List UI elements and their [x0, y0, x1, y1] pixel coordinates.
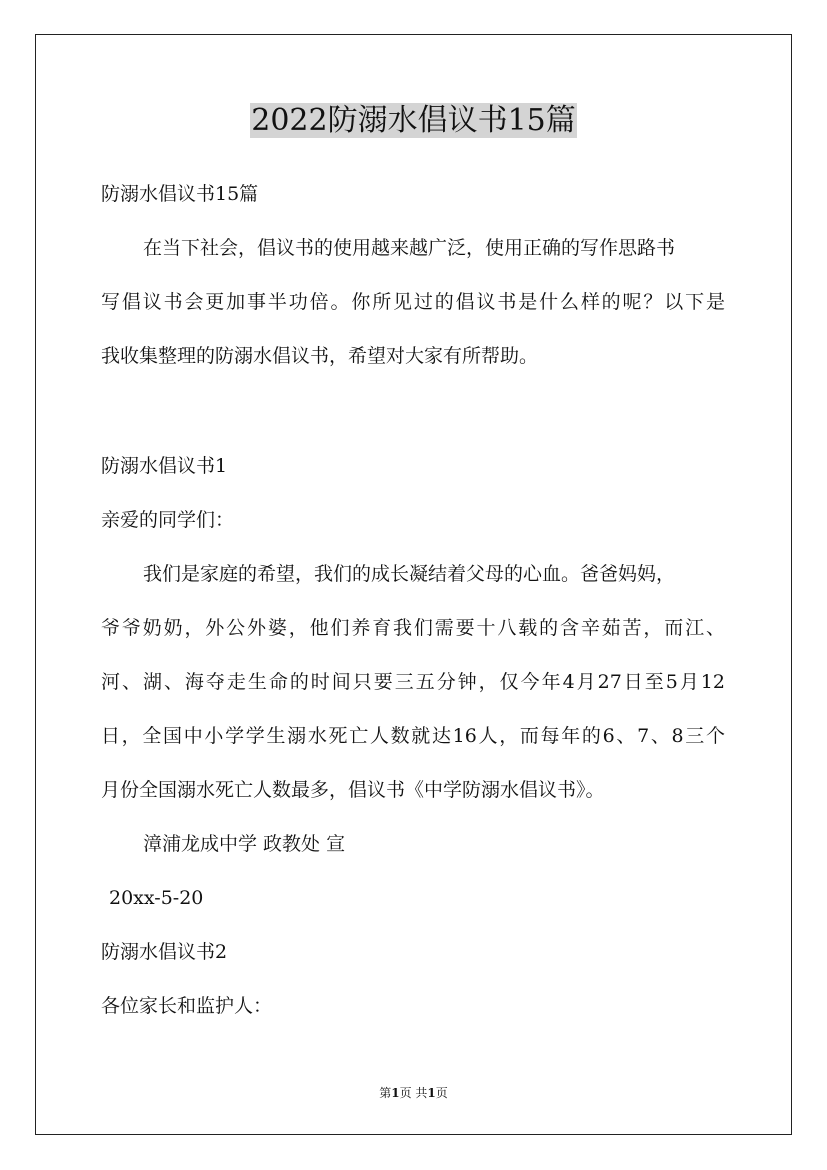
section1-heading: 防溺水倡议书1 — [101, 455, 228, 477]
section1-date: 20xx-5-20 — [109, 887, 204, 909]
document-title-wrapper — [0, 100, 827, 142]
document-title: 2022防溺水倡议书15篇 — [251, 103, 576, 138]
intro-line-3: 我收集整理的防溺水倡议书，希望对大家有所帮助。 — [101, 345, 539, 367]
section2-salutation: 各位家长和监护人： — [101, 995, 273, 1017]
footer-mid: 页 共 — [399, 1086, 428, 1100]
section1-body-line-3: 河、湖、海夺走生命的时间只要三五分钟，仅今年4月27日至5月12 — [101, 671, 725, 693]
intro-line-2: 写倡议书会更加事半功倍。你所见过的倡议书是什么样的呢？以下是 — [101, 291, 725, 313]
footer-suffix: 页 — [435, 1086, 448, 1100]
section2-heading: 防溺水倡议书2 — [101, 941, 228, 963]
footer-prefix: 第 — [379, 1086, 392, 1100]
section1-body-line-4: 日，全国中小学学生溺水死亡人数就达16人，而每年的6、7、8三个 — [101, 725, 725, 747]
section1-body-line-1: 我们是家庭的希望，我们的成长凝结着父母的心血。爸爸妈妈， — [143, 563, 676, 585]
section1-body-line-5: 月份全国溺水死亡人数最多，倡议书《中学防溺水倡议书》。 — [101, 779, 605, 801]
page-footer — [0, 1085, 827, 1101]
document-subtitle: 防溺水倡议书15篇 — [101, 183, 259, 205]
footer-page-total: 1 — [427, 1086, 436, 1100]
section1-body-line-2: 爷爷奶奶，外公外婆，他们养育我们需要十八载的含辛茹苦，而江、 — [101, 617, 725, 639]
footer-page-current: 1 — [391, 1086, 400, 1100]
intro-line-1: 在当下社会，倡议书的使用越来越广泛，使用正确的写作思路书 — [143, 237, 676, 259]
section1-salutation: 亲爱的同学们： — [101, 509, 235, 531]
section1-signature: 漳浦龙成中学 政教处 宣 — [143, 833, 346, 855]
